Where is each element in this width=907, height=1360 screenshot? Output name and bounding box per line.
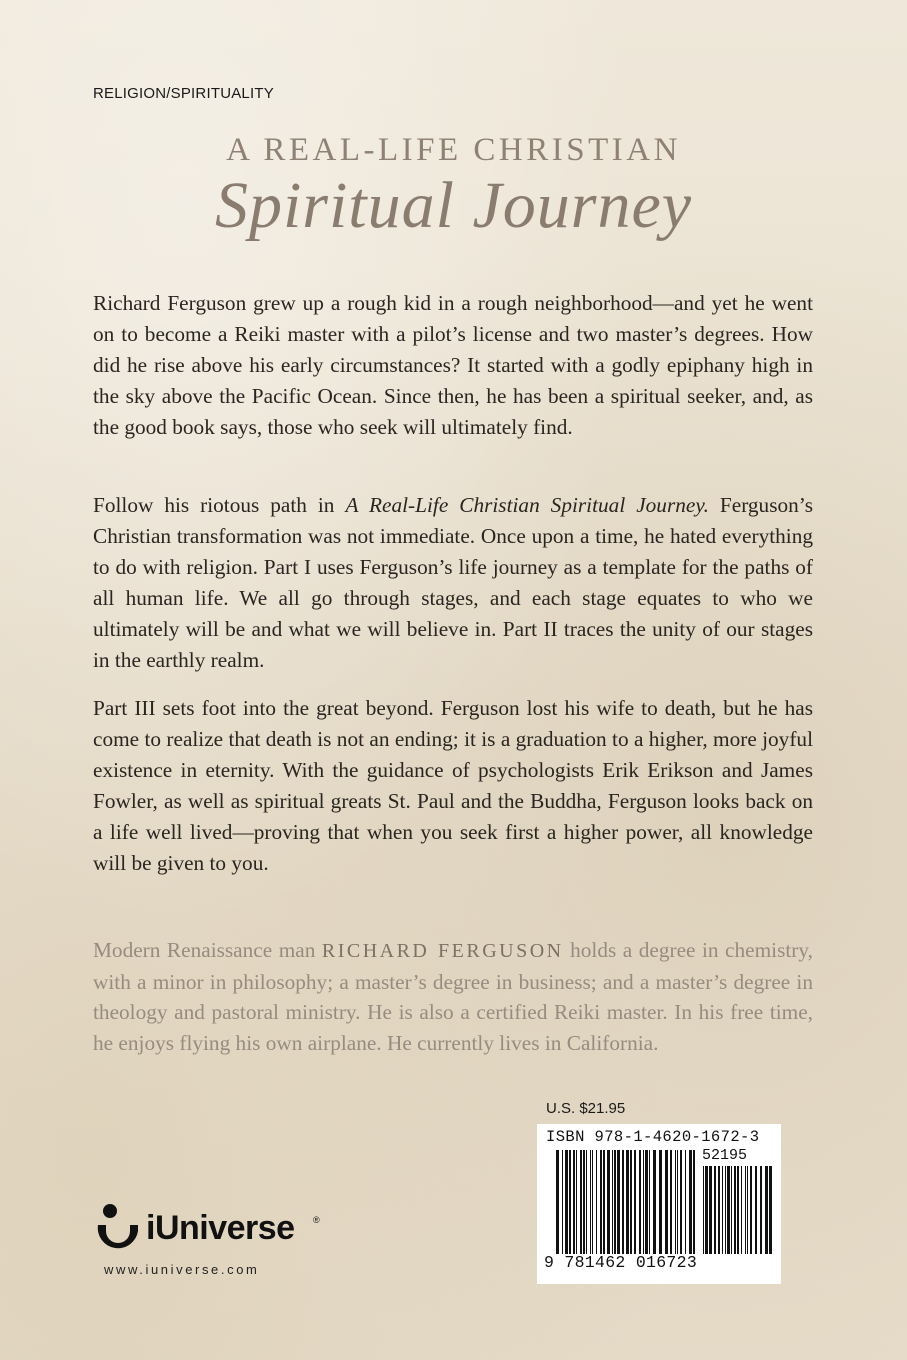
barcode-bar — [603, 1150, 605, 1254]
category-label: RELIGION/SPIRITUALITY — [93, 85, 274, 102]
barcode-bar — [556, 1150, 559, 1254]
barcode-bar — [760, 1166, 762, 1254]
barcode-bar — [562, 1150, 563, 1254]
publisher-website: www.iuniverse.com — [104, 1262, 260, 1277]
barcode-bar — [639, 1150, 641, 1254]
barcode-bar — [573, 1150, 575, 1254]
barcode-bar — [596, 1150, 597, 1254]
barcode-bar — [718, 1166, 720, 1254]
barcode-bar — [576, 1150, 577, 1254]
barcode-bar — [649, 1150, 650, 1254]
barcode-bar — [645, 1150, 648, 1254]
barcode-bar — [614, 1150, 616, 1254]
barcode-bar — [586, 1150, 587, 1254]
paragraph-2-rest: Ferguson’s Christian transformation was not immediate. Once upon a time, he hated everything to do with religion. Part I uses Ferguson’s life journey as a template for the paths of all human life. We all go through stages, and each stage equates to who we ultimately will be and what we will believe in. Part II traces the unity of our stages in the earthly realm. — [93, 493, 813, 672]
barcode-bar — [622, 1150, 624, 1254]
barcode-bar — [714, 1166, 716, 1254]
barcode-bar — [741, 1166, 742, 1254]
description-paragraph-2 — [93, 490, 813, 676]
barcode-bar — [769, 1166, 772, 1254]
addon-barcode-bars — [703, 1166, 775, 1254]
paragraph-2-intro: Follow his riotous path in — [93, 493, 346, 517]
barcode-bar — [750, 1166, 752, 1254]
barcode-bar — [600, 1150, 602, 1254]
barcode-bar — [737, 1166, 739, 1254]
author-bio — [93, 935, 813, 1058]
publisher-name: iUniverse — [146, 1209, 295, 1247]
barcode-bar — [626, 1150, 629, 1254]
barcode-bar — [659, 1150, 662, 1254]
registered-mark: ® — [313, 1215, 320, 1225]
barcode-bar — [755, 1166, 757, 1254]
book-title-italic: A Real-Life Christian Spiritual Journey. — [345, 493, 709, 517]
title-line-2: Spiritual Journey — [214, 169, 693, 242]
barcode-bar — [705, 1166, 708, 1254]
barcode-bar — [630, 1150, 632, 1254]
iuniverse-logo-icon — [94, 1201, 140, 1257]
barcode-bar — [693, 1150, 695, 1254]
bio-intro: Modern Renaissance man — [93, 938, 322, 962]
barcode-bar — [670, 1150, 672, 1254]
barcode-bar — [709, 1166, 712, 1254]
barcode-bar — [643, 1150, 644, 1254]
barcode-bar — [731, 1166, 732, 1254]
barcode-bar — [745, 1166, 746, 1254]
bio-rest: holds a degree in chemistry, with a minor in philosophy; a master’s degree in business; and a master’s degree in theology and pastoral ministry. He is also a certified Reiki master. In his free time, he enjoys flying his own airplane. He currently lives in California. — [93, 938, 813, 1055]
isbn-text: ISBN 978-1-4620-1672-3 — [546, 1128, 760, 1146]
barcode-bar — [634, 1150, 636, 1254]
author-name: RICHARD FERGUSON — [321, 940, 564, 962]
barcode-bar — [607, 1150, 610, 1254]
barcode-bar — [725, 1166, 726, 1254]
ean-barcode-bars — [556, 1150, 696, 1254]
barcode-bar — [569, 1150, 571, 1254]
ean-digits: 9 781462 016723 — [544, 1253, 698, 1272]
barcode-bar — [722, 1166, 723, 1254]
price-code: 52195 — [702, 1147, 748, 1164]
barcode-bar — [592, 1150, 593, 1254]
barcode-bar — [703, 1166, 704, 1254]
barcode-bar — [580, 1150, 582, 1254]
barcode-bar — [685, 1150, 686, 1254]
description-paragraph-3: Part III sets foot into the great beyond. Ferguson lost his wife to death, but he has come to realize that death is not an ending; it is a graduation to a higher, more joyful existence in eternity. With the guidance of psychologists Erik Erikson and James Fowler, as well as spiritual greats St. Paul and the Buddha, Ferguson looks back on a life well lived—proving that when you seek first a higher power, all knowledge will be given to you. — [93, 696, 813, 875]
description-paragraph-1: Richard Ferguson grew up a rough kid in a rough neighborhood—and yet he went on to become a Reiki master with a pilot’s license and two master’s degrees. How did he rise above his early circumstances? It started with a godly epiphany high in the sky above the Pacific Ocean. Since then, he has been a spiritual seeker, and, as the good book says, those who seek will ultimately find. — [93, 291, 813, 439]
barcode-bar — [612, 1150, 613, 1254]
title-line-1: A REAL-LIFE CHRISTIAN — [226, 132, 681, 168]
barcode-bar — [617, 1150, 620, 1254]
price-label: U.S. $21.95 — [546, 1100, 626, 1117]
barcode-bar — [765, 1166, 768, 1254]
barcode-bar — [583, 1150, 585, 1254]
barcode-bar — [565, 1150, 568, 1254]
barcode-bar — [665, 1150, 668, 1254]
barcode-bar — [734, 1166, 736, 1254]
barcode-bar — [653, 1150, 656, 1254]
barcode-bar — [689, 1150, 692, 1254]
barcode-bar — [747, 1166, 748, 1254]
barcode-bar — [675, 1150, 676, 1254]
barcode-bar — [680, 1150, 682, 1254]
barcode-bar — [677, 1150, 678, 1254]
barcode-bar — [727, 1166, 730, 1254]
barcode-bar — [590, 1150, 591, 1254]
